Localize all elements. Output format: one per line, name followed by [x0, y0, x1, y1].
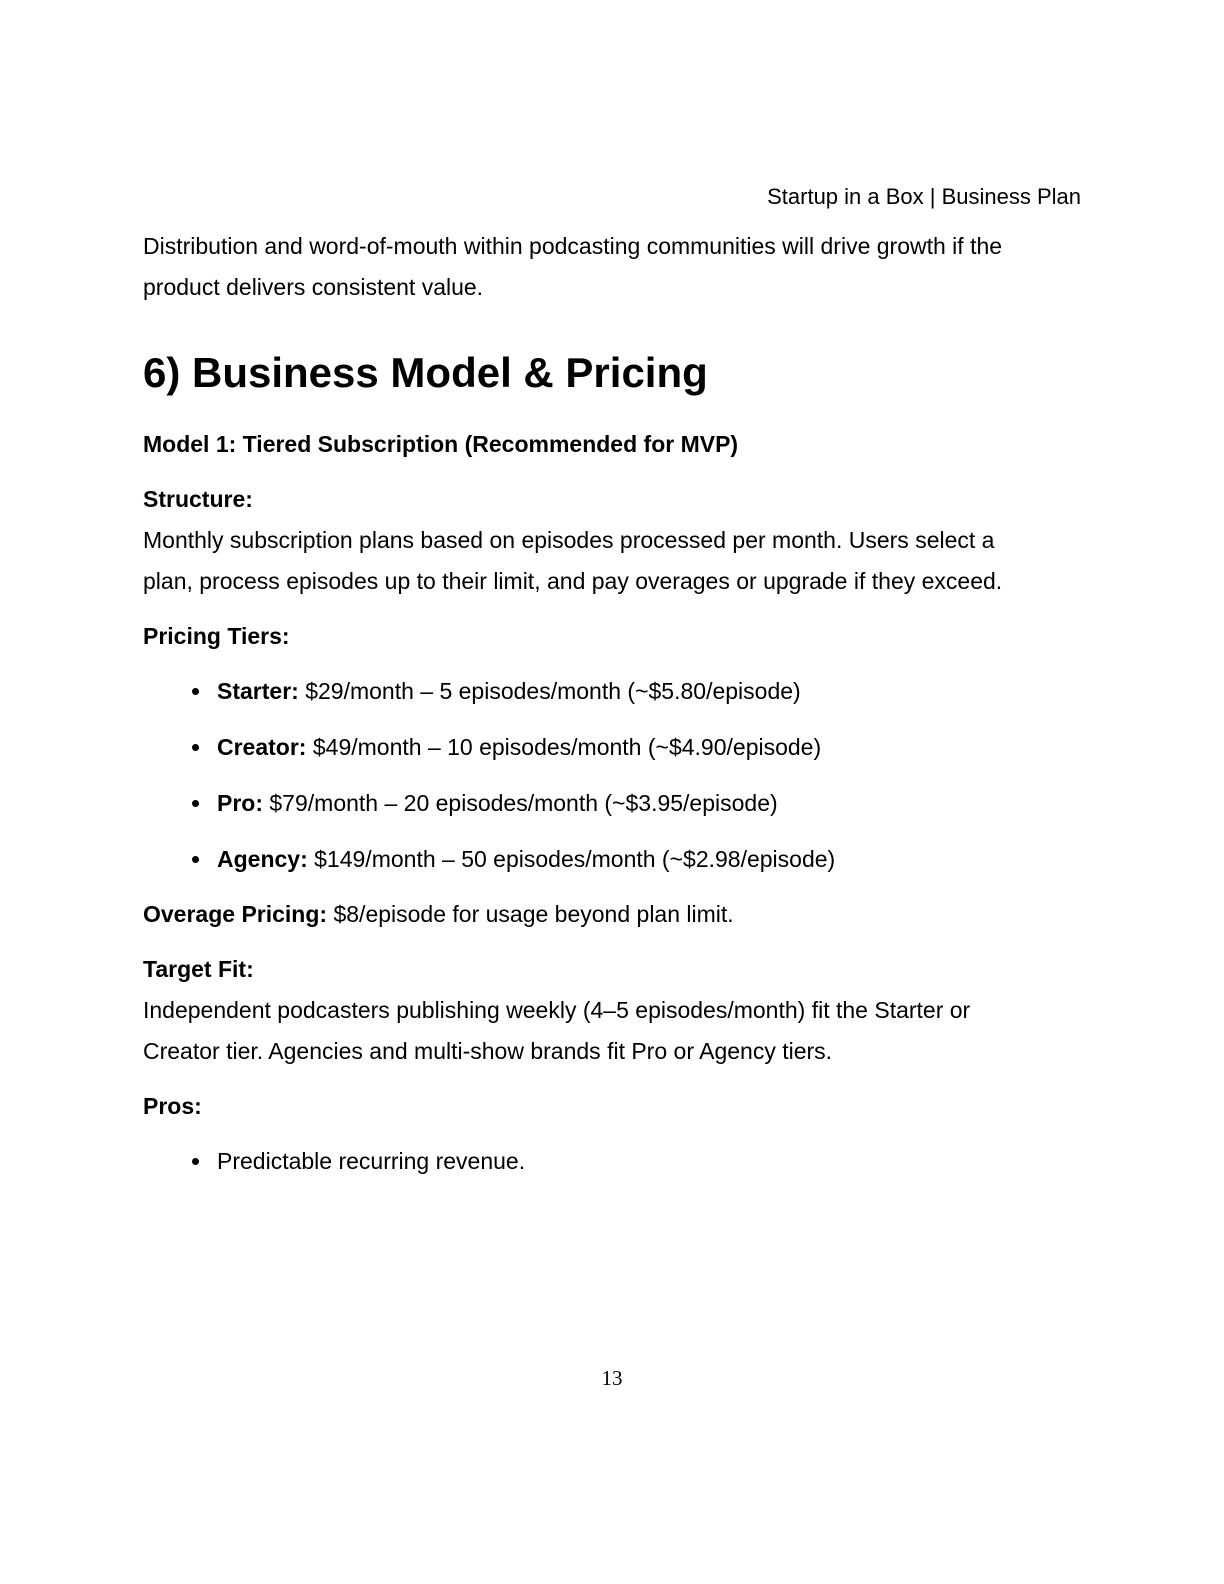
tier-text: $149/month – 50 episodes/month (~$2.98/episode): [314, 845, 836, 872]
structure-label: Structure:: [143, 485, 253, 512]
tier-item: [213, 727, 1043, 768]
tier-item: [213, 783, 1043, 824]
tier-label: Agency:: [217, 845, 308, 872]
tier-label: Pro:: [217, 789, 263, 816]
tier-text: $79/month – 20 episodes/month (~$3.95/episode): [269, 789, 778, 816]
running-header: Startup in a Box | Business Plan: [767, 184, 1081, 209]
overage-label: Overage Pricing:: [143, 900, 328, 927]
pros-item: • Predictable recurring revenue.: [213, 1141, 1043, 1182]
pricing-tiers-label: Pricing Tiers:: [143, 622, 290, 649]
target-fit-text: Independent podcasters publishing weekly (4–5 episodes/month) fit the Starter or Creator tier. Agencies and multi-show brands fit Pro or Agency tiers.: [143, 996, 971, 1064]
page-number: 13: [601, 1366, 623, 1390]
model-heading: Model 1: Tiered Subscription (Recommended for MVP): [143, 430, 739, 457]
pros-list: [143, 1141, 1043, 1182]
section-heading: 6) Business Model & Pricing: [143, 348, 708, 396]
structure-text: Monthly subscription plans based on episodes processed per month. Users select a plan, process episodes up to their limit, and pay overages or upgrade if they exceed.: [143, 526, 1003, 594]
structure-paragraph: [143, 479, 1043, 602]
tier-text: $49/month – 10 episodes/month (~$4.90/episode): [312, 733, 822, 760]
overage-text: $8/episode for usage beyond plan limit.: [333, 900, 734, 927]
target-fit-label: Target Fit:: [143, 955, 254, 982]
page-body: [143, 226, 1043, 1182]
tier-label: Starter:: [217, 677, 299, 704]
target-fit-paragraph: [143, 949, 1043, 1072]
pros-label: Pros:: [143, 1092, 202, 1119]
tier-item: [213, 671, 1043, 712]
intro-paragraph: Distribution and word-of-mouth within podcasting communities will drive growth if the product delivers consistent value.: [143, 232, 1003, 300]
tier-label: Creator:: [217, 733, 307, 760]
tier-list: [143, 671, 1043, 880]
overage-paragraph: [143, 894, 1043, 935]
tier-item: [213, 839, 1043, 880]
tier-text: $29/month – 5 episodes/month (~$5.80/episode): [305, 677, 801, 704]
